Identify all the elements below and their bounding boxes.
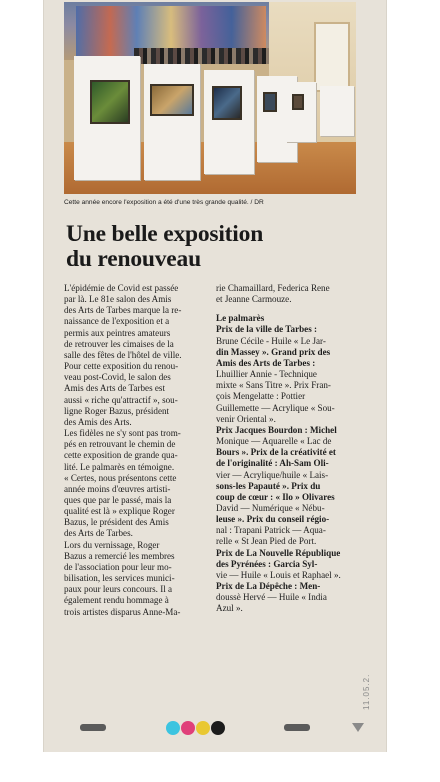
text-line: Bazus, le président des Amis	[64, 517, 169, 528]
text-line: pés en retrouvant le chemin de	[64, 439, 176, 450]
text-line: Bours ». Prix de la créativité et	[216, 447, 336, 458]
text-line: lité. Le palmarès en témoigne.	[64, 461, 175, 472]
registration-dot-black	[211, 721, 225, 735]
painting	[292, 94, 304, 110]
exhibition-photo	[64, 2, 356, 194]
registration-dot-yellow	[196, 721, 210, 735]
registration-dot-magenta	[181, 721, 195, 735]
text-line: Guillemette — Acrylique « Sou-	[216, 402, 335, 413]
newspaper-clipping	[44, 0, 386, 752]
text-line: « Certes, nous présentons cette	[64, 472, 177, 483]
text-line: Amis des Arts de Tarbes :	[216, 357, 316, 368]
display-panel	[144, 64, 200, 180]
text-line: çois Mengelatte : Pottier	[216, 391, 306, 402]
arrow-down-icon	[352, 723, 364, 732]
display-panel	[286, 82, 316, 142]
visitors-crowd	[134, 48, 284, 64]
text-line: veau post-Covid, le salon des	[64, 372, 171, 383]
article-headline	[66, 222, 366, 272]
painting	[263, 92, 277, 112]
text-line: Azul ».	[216, 603, 243, 614]
text-line: vier — Acrylique/huile « Lais-	[216, 469, 329, 480]
text-line: et Jeanne Carmouze.	[216, 294, 292, 305]
text-line: Les fidèles ne s'y sont pas trom-	[64, 428, 181, 439]
crop-mark-left	[80, 724, 106, 731]
text-line: des Amis des Arts.	[64, 416, 132, 427]
text-line: leuse ». Prix du conseil régio-	[216, 514, 330, 525]
palmares-heading: Le palmarès	[216, 313, 265, 324]
text-line: de l'association pour leur mo-	[64, 561, 172, 572]
text-line: Brune Cécile - Huile « Le Jar-	[216, 335, 326, 346]
text-line: David — Numérique « Nébu-	[216, 502, 325, 513]
text-line: Prix de La Nouvelle République	[216, 547, 341, 558]
text-line: Monique — Aquarelle « Lac de	[216, 436, 332, 447]
text-line: Bazus a remercié les membres	[64, 550, 175, 561]
text-line: Prix Jacques Bourdon : Michel	[216, 424, 337, 435]
text-line: des Arts de Tarbes marque la re-	[64, 305, 182, 316]
registration-dot-cyan	[166, 721, 180, 735]
text-line: qualité est là » explique Roger	[64, 506, 175, 517]
date-stamp: 11.05.2.	[362, 673, 371, 710]
text-line: également rendu hommage à	[64, 595, 169, 606]
text-line: sons-les Papauté ». Prix du	[216, 480, 321, 491]
text-line: permis aux peintres amateurs	[64, 327, 171, 338]
display-panel	[320, 86, 354, 136]
text-line: des Pyrénées : Garcia Syl-	[216, 558, 318, 569]
text-line: Prix de La Dépêche : Men-	[216, 581, 321, 592]
text-line: Pour cette exposition du renou-	[64, 361, 179, 372]
headline-line-2: du renouveau	[66, 246, 201, 272]
text-line: mixte « Sans Titre ». Prix Fran-	[216, 380, 331, 391]
text-line: ligne Roger Bazus, président	[64, 405, 170, 416]
hall-window	[314, 22, 350, 92]
painting	[212, 86, 242, 120]
text-line: Amis des Arts de Tarbes est	[64, 383, 165, 394]
article-column-1	[64, 283, 198, 618]
text-line: rie Chamaillard, Federica Rene	[216, 283, 330, 293]
text-line: bilisation, les services munici-	[64, 573, 175, 584]
text-line: din Massey ». Grand prix des	[216, 346, 331, 357]
text-line: de l'originalité : Ah-Sam Oli-	[216, 458, 329, 469]
text-line: ques que par le passé, mais la	[64, 494, 172, 505]
text-line: relle « St Jean Pied de Port.	[216, 536, 317, 547]
text-line: salle des fêtes de l'hôtel de ville.	[64, 349, 182, 360]
text-line: trois artistes disparus Anne-Ma-	[64, 606, 181, 617]
text-line: L'épidémie de Covid est passée	[64, 283, 179, 293]
text-line: paux pour leurs concours. Il a	[64, 584, 173, 595]
text-line: naissance de l'exposition et a	[64, 316, 170, 327]
text-line: de retrouver les cimaises de la	[64, 338, 174, 349]
text-line: des Arts de Tarbes.	[64, 528, 133, 539]
text-line: vie — Huile « Louis et Raphael ».	[216, 569, 341, 580]
text-line: nal : Trapani Patrick — Aqua-	[216, 525, 326, 536]
text-line: venir Oriental ».	[216, 413, 276, 424]
text-line: cette exposition de grande qua-	[64, 450, 178, 461]
text-line: année moins d'œuvres artisti-	[64, 483, 171, 494]
painting	[150, 84, 194, 116]
headline-line-1: Une belle exposition	[66, 221, 264, 247]
text-line: Prix de la ville de Tarbes :	[216, 324, 318, 335]
text-line: par là. Le 81e salon des Amis	[64, 294, 172, 305]
text-line: coup de cœur : « Ilo » Olivares	[216, 491, 335, 502]
crop-mark-right	[284, 724, 310, 731]
painting	[90, 80, 130, 124]
photo-caption: Cette année encore l'exposition a été d'une très grande qualité. / DR	[64, 199, 264, 206]
text-line: Lhuillier Annie - Technique	[216, 369, 317, 380]
text-line: doussè Hervé — Huile « India	[216, 592, 327, 603]
text-line: aussi « riche qu'attractif », sou-	[64, 394, 178, 405]
text-line: Lors du vernissage, Roger	[64, 539, 160, 550]
article-column-2	[216, 283, 354, 615]
